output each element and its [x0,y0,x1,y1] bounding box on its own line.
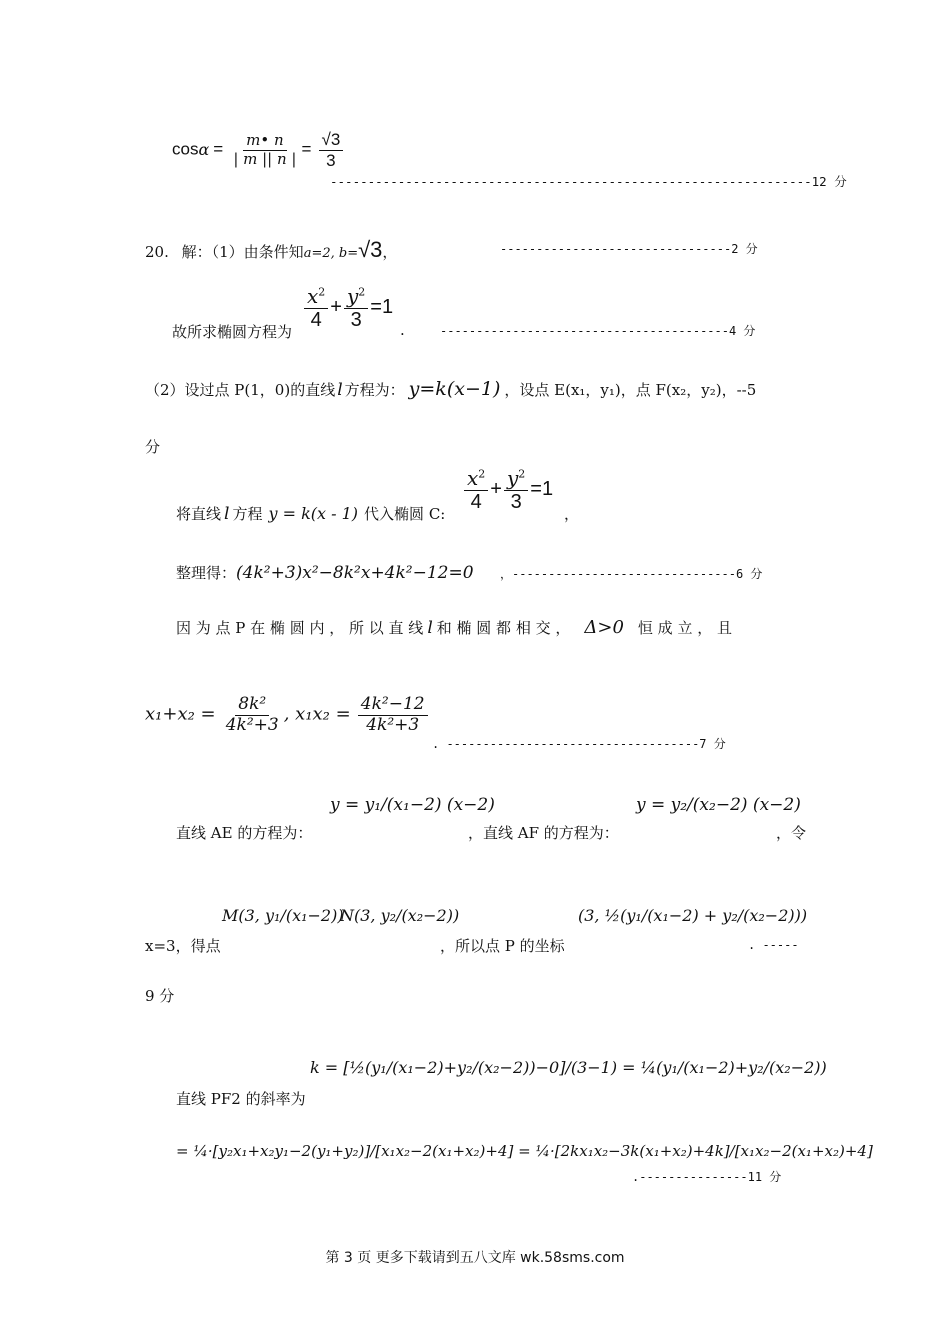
ellipse-equation-2: $\frac{x^2}{4}$ + $\frac{y^2}{3}$ =1 [462,467,553,514]
score-marker-2: --------------------------------2 分 [500,242,758,256]
ling-text: ，令 [776,824,807,842]
score-marker-12: ----------------------------------------------------------------12 分 [330,174,847,189]
x3-text: x=3，得点 [145,937,221,955]
period: . [400,321,405,339]
ellipse-label: 故所求椭圆方程为 [172,323,293,341]
final-equation: = ¼·[y₂x₁+x₂y₁−2(y₁+y₂)]/[x₁x₂−2(x₁+x₂)+4] = ¼·[2kx₁x₂−3k(x₁+x₂)+4k]/[x₁x₂−2(x₁+x₂)+4] [176,1142,873,1160]
because-line: 因 为 点 P 在 椭 圆 内 ， 所 以 直 线 l 和 椭 圆 都 相 交 ， Δ>0 恒 成 立 ， 且 [176,617,732,638]
vieta-formulas: x₁+x₂ = $\frac{\text{8k²}}{\text{4k²+3}}$ , x₁x₂ = $\frac{\text{4k²−12}}{\text{4k²+3}}$ [145,695,430,735]
score-marker-11: .---------------11 分 [632,1170,782,1184]
q20-heading: 20. 解：（1）由条件知a=2, b=√3， [145,237,398,262]
cos-formula: cosα = $\frac{m• n}{| m || n |}$ = $\frac{√3}{3}$ [172,130,345,170]
score-marker-9-dash: . ----- [748,938,799,952]
coord-label: ，所以点 P 的坐标 [440,937,565,955]
lineAF-equation: y = y₂/(x₂−2) (x−2) [636,795,801,815]
page-footer: 第 3 页 更多下载请到五八文库 wk.58sms.com [325,1250,625,1266]
point-P-coordinate: (3, ½(y₁/(x₁−2) + y₂/(x₂−2))) [578,906,808,925]
point-N: N(3, y₂/(x₂−2)) [340,906,460,925]
slope-label: 直线 PF2 的斜率为 [176,1090,306,1108]
slope-equation: k = [½(y₁/(x₁−2)+y₂/(x₂−2))−0]/(3−1) = ¼(y₁/(x₁−2)+y₂/(x₂−2)) [310,1058,827,1077]
substitute-line: 将直线 l 方程 y = k(x - 1) 代入椭圆 C: [176,504,446,524]
comma: ， [564,505,580,523]
lineAF-label: ，直线 AF 的方程为： [468,824,619,842]
part2-line1: （2）设过点 P(1，0)的直线 l 方程为： y=k(x−1) ，设点 E(x₁，y₁)，点 F(x₂，y₂)，--5 [145,378,757,400]
arrange-line: 整理得：(4k²+3)x²−8k²x+4k²−12=0 [176,563,474,583]
point-M: M(3, y₁/(x₁−2)) [222,906,344,925]
fen-5: 分 [145,438,161,456]
ellipse-equation: $\frac{x^2}{4}$ + $\frac{y^2}{3}$ =1 [302,285,393,332]
score-marker-4: ----------------------------------------4 分 [440,324,756,338]
lineAE-equation: y = y₁/(x₁−2) (x−2) [330,795,495,815]
score-marker-6: ，-------------------------------6 分 [500,567,763,581]
score-marker-7: . -----------------------------------7 分 [432,737,726,751]
fen-9: 9 分 [145,987,175,1005]
lineAE-label: 直线 AE 的方程为： [176,824,313,842]
